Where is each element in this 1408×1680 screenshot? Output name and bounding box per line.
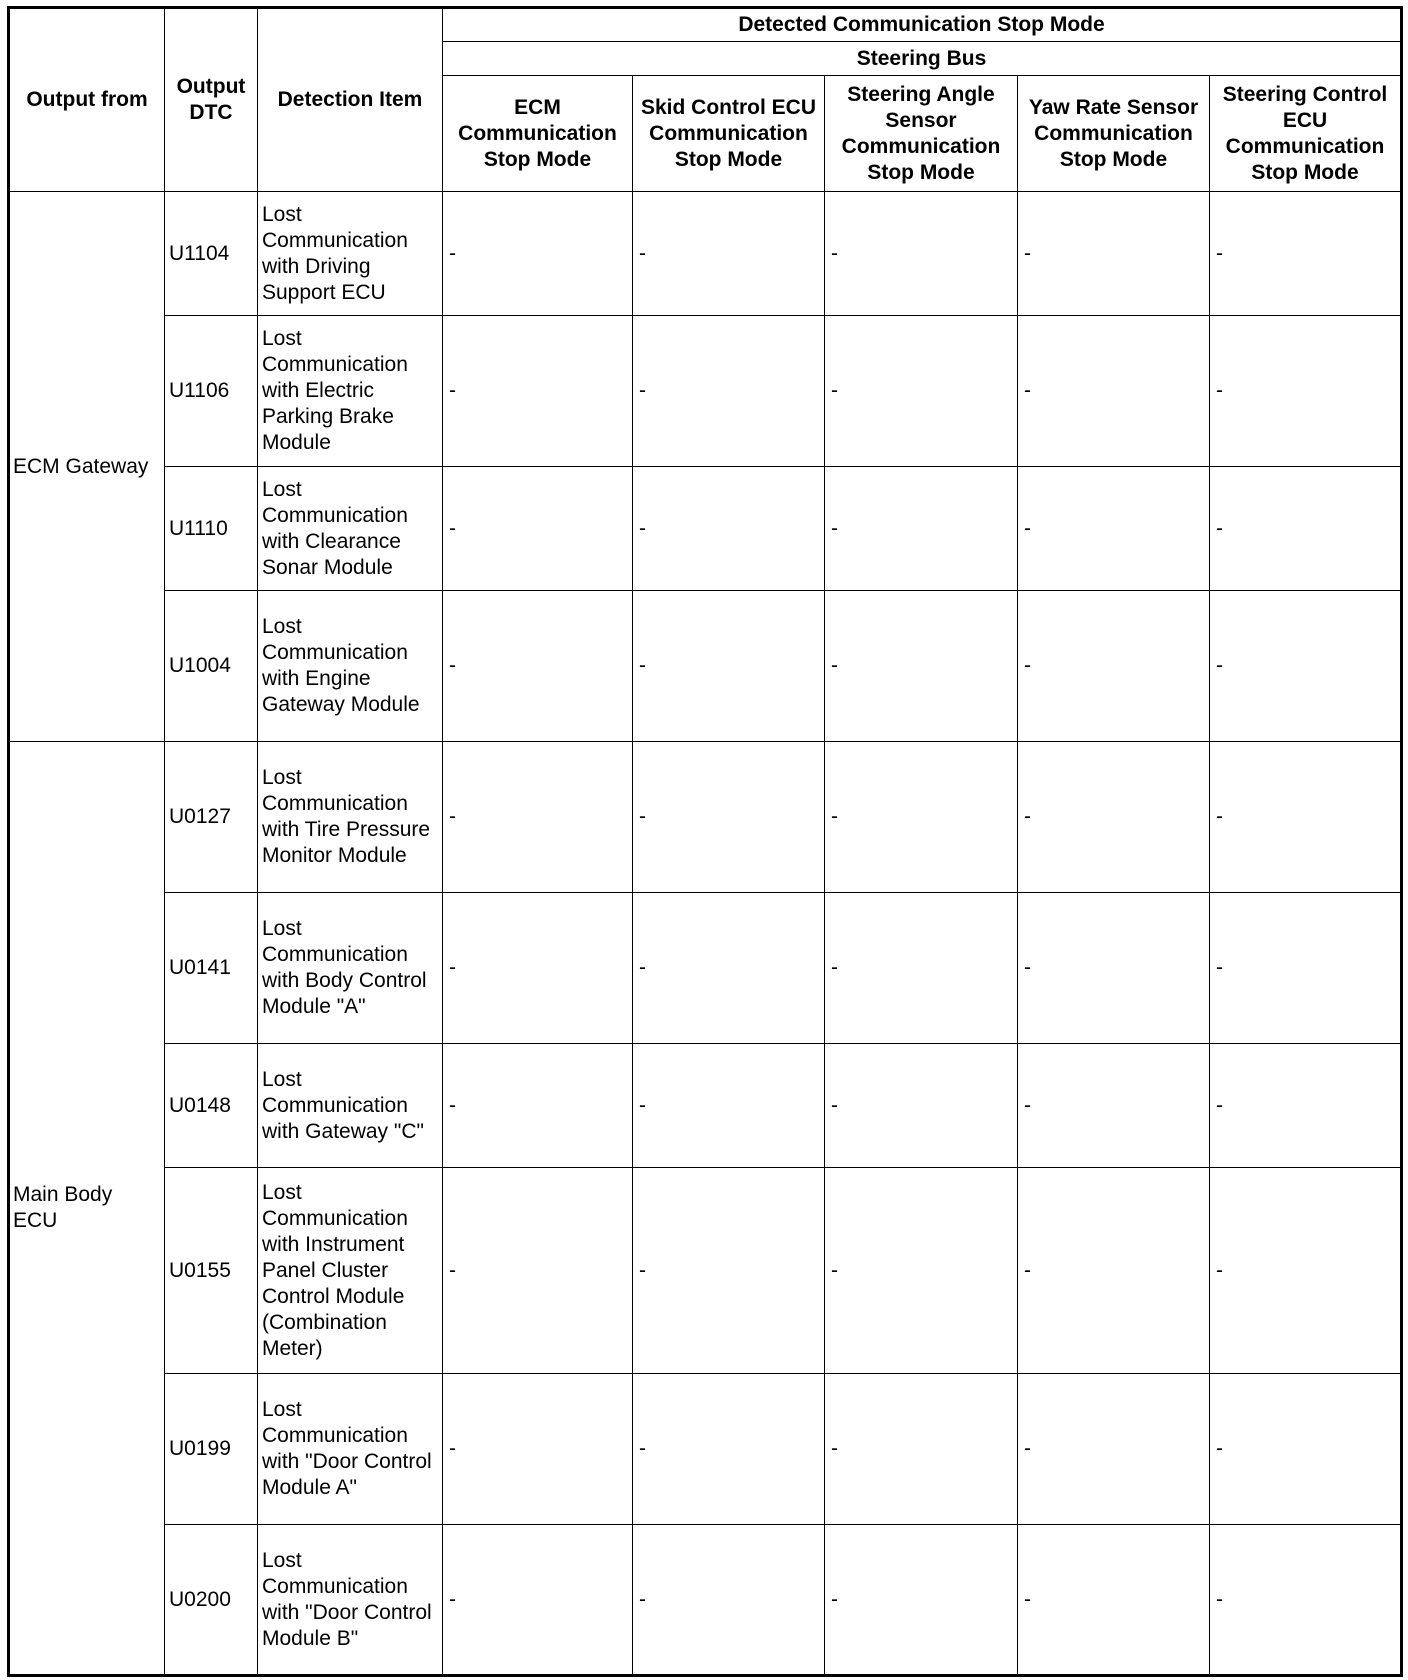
- header-output-dtc: Output DTC: [165, 8, 258, 192]
- mode-cell: -: [633, 1044, 825, 1168]
- mode-cell: -: [825, 1374, 1018, 1525]
- dtc-table-container: [7, 6, 1403, 1677]
- mode-cell: -: [633, 1525, 825, 1676]
- mode-cell: -: [1210, 742, 1402, 893]
- mode-cell: -: [633, 316, 825, 467]
- detection-item-cell: Lost Communication with Driving Support ECU: [258, 192, 443, 316]
- table-row: [9, 1525, 1402, 1676]
- table-header: [9, 8, 1402, 192]
- mode-cell: -: [443, 893, 633, 1044]
- mode-cell: -: [1210, 192, 1402, 316]
- mode-cell: -: [825, 1044, 1018, 1168]
- mode-cell: -: [1018, 893, 1210, 1044]
- detection-item-cell: Lost Communication with Instrument Panel Cluster Control Module (Combination Meter): [258, 1168, 443, 1374]
- detection-item-cell: Lost Communication with Electric Parking Brake Module: [258, 316, 443, 467]
- dtc-table: [7, 6, 1403, 1677]
- mode-cell: -: [443, 192, 633, 316]
- mode-cell: -: [1018, 316, 1210, 467]
- mode-cell: -: [633, 1374, 825, 1525]
- detection-item-cell: Lost Communication with Gateway "C": [258, 1044, 443, 1168]
- mode-cell: -: [1210, 893, 1402, 1044]
- mode-cell: -: [1210, 467, 1402, 591]
- dtc-cell: U0199: [165, 1374, 258, 1525]
- table-row: [9, 1168, 1402, 1374]
- mode-cell: -: [825, 1168, 1018, 1374]
- mode-cell: -: [633, 893, 825, 1044]
- dtc-cell: U0141: [165, 893, 258, 1044]
- table-row: [9, 893, 1402, 1044]
- header-steering-bus: Steering Bus: [443, 42, 1402, 76]
- dtc-cell: U1104: [165, 192, 258, 316]
- detection-item-cell: Lost Communication with Clearance Sonar Module: [258, 467, 443, 591]
- mode-cell: -: [1018, 742, 1210, 893]
- header-steering-control-mode: Steering Control ECU Communication Stop Mode: [1210, 76, 1402, 192]
- header-steering-angle-mode: Steering Angle Sensor Communication Stop Mode: [825, 76, 1018, 192]
- dtc-cell: U0127: [165, 742, 258, 893]
- header-ecm-mode: ECM Communication Stop Mode: [443, 76, 633, 192]
- mode-cell: -: [825, 1525, 1018, 1676]
- mode-cell: -: [443, 742, 633, 893]
- mode-cell: -: [825, 467, 1018, 591]
- mode-cell: -: [1018, 1044, 1210, 1168]
- dtc-cell: U0155: [165, 1168, 258, 1374]
- mode-cell: -: [1018, 1168, 1210, 1374]
- table-row: [9, 1374, 1402, 1525]
- table-row: [9, 742, 1402, 893]
- mode-cell: -: [443, 1168, 633, 1374]
- mode-cell: -: [633, 467, 825, 591]
- detection-item-cell: Lost Communication with "Door Control Module A": [258, 1374, 443, 1525]
- mode-cell: -: [443, 591, 633, 742]
- table-row: [9, 192, 1402, 316]
- detection-item-cell: Lost Communication with Engine Gateway Module: [258, 591, 443, 742]
- header-yaw-rate-mode: Yaw Rate Sensor Communication Stop Mode: [1018, 76, 1210, 192]
- mode-cell: -: [443, 467, 633, 591]
- mode-cell: -: [1018, 1525, 1210, 1676]
- mode-cell: -: [633, 192, 825, 316]
- output-from-cell: Main Body ECU: [9, 742, 165, 1676]
- table-row: [9, 1044, 1402, 1168]
- dtc-cell: U0148: [165, 1044, 258, 1168]
- mode-cell: -: [1018, 467, 1210, 591]
- mode-cell: -: [1210, 316, 1402, 467]
- dtc-cell: U1110: [165, 467, 258, 591]
- mode-cell: -: [825, 591, 1018, 742]
- dtc-cell: U1004: [165, 591, 258, 742]
- mode-cell: -: [1210, 1525, 1402, 1676]
- detection-item-cell: Lost Communication with "Door Control Module B": [258, 1525, 443, 1676]
- table-row: [9, 316, 1402, 467]
- dtc-cell: U1106: [165, 316, 258, 467]
- mode-cell: -: [633, 591, 825, 742]
- detection-item-cell: Lost Communication with Tire Pressure Monitor Module: [258, 742, 443, 893]
- output-from-cell: ECM Gateway: [9, 192, 165, 742]
- mode-cell: -: [1018, 192, 1210, 316]
- header-skid-control-mode: Skid Control ECU Communication Stop Mode: [633, 76, 825, 192]
- header-output-from: Output from: [9, 8, 165, 192]
- mode-cell: -: [633, 742, 825, 893]
- mode-cell: -: [443, 1044, 633, 1168]
- mode-cell: -: [825, 742, 1018, 893]
- mode-cell: -: [443, 1374, 633, 1525]
- mode-cell: -: [633, 1168, 825, 1374]
- table-row: [9, 467, 1402, 591]
- mode-cell: -: [1210, 1044, 1402, 1168]
- mode-cell: -: [1210, 591, 1402, 742]
- table-body: [9, 192, 1402, 1676]
- mode-cell: -: [443, 1525, 633, 1676]
- mode-cell: -: [1018, 1374, 1210, 1525]
- mode-cell: -: [1018, 591, 1210, 742]
- mode-cell: -: [1210, 1374, 1402, 1525]
- dtc-cell: U0200: [165, 1525, 258, 1676]
- mode-cell: -: [443, 316, 633, 467]
- header-detected-mode: Detected Communication Stop Mode: [443, 8, 1402, 42]
- header-detection-item: Detection Item: [258, 8, 443, 192]
- detection-item-cell: Lost Communication with Body Control Module "A": [258, 893, 443, 1044]
- mode-cell: -: [825, 192, 1018, 316]
- table-row: [9, 591, 1402, 742]
- mode-cell: -: [825, 893, 1018, 1044]
- mode-cell: -: [1210, 1168, 1402, 1374]
- mode-cell: -: [825, 316, 1018, 467]
